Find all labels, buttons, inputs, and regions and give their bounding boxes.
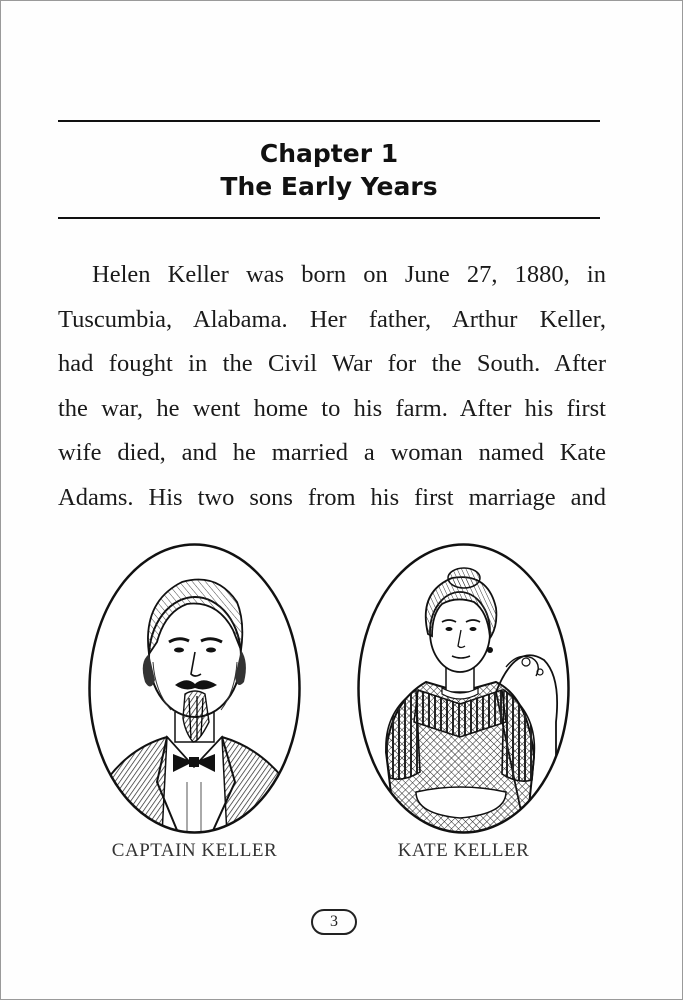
text-line: Helen Keller was born on June 27, 1880, in [92,261,606,288]
chapter-number: Chapter 1 [259,139,399,168]
page-number: 3 [311,909,357,935]
heading-rule-bottom [58,217,600,219]
heading-rule-top [58,120,600,122]
caption-captain-keller: CAPTAIN KELLER [111,840,278,861]
portrait-kate-keller [356,542,571,835]
chapter-heading [58,137,600,203]
chapter-title: The Early Years [220,172,438,201]
text-line: wife died, and he married a woman named Kate [58,439,606,466]
text-line: Tuscumbia, Alabama. Her father, Arthur Keller, [58,305,606,333]
text-line: had fought in the Civil War for the South. After [58,350,606,377]
text-line: Adams. His two sons from his first marriage and [58,483,606,511]
body-paragraph [58,253,606,520]
portrait-captain-keller [87,542,302,835]
caption-kate-keller: KATE KELLER [397,840,530,861]
text-line: the war, he went home to his farm. After his first [58,394,606,422]
